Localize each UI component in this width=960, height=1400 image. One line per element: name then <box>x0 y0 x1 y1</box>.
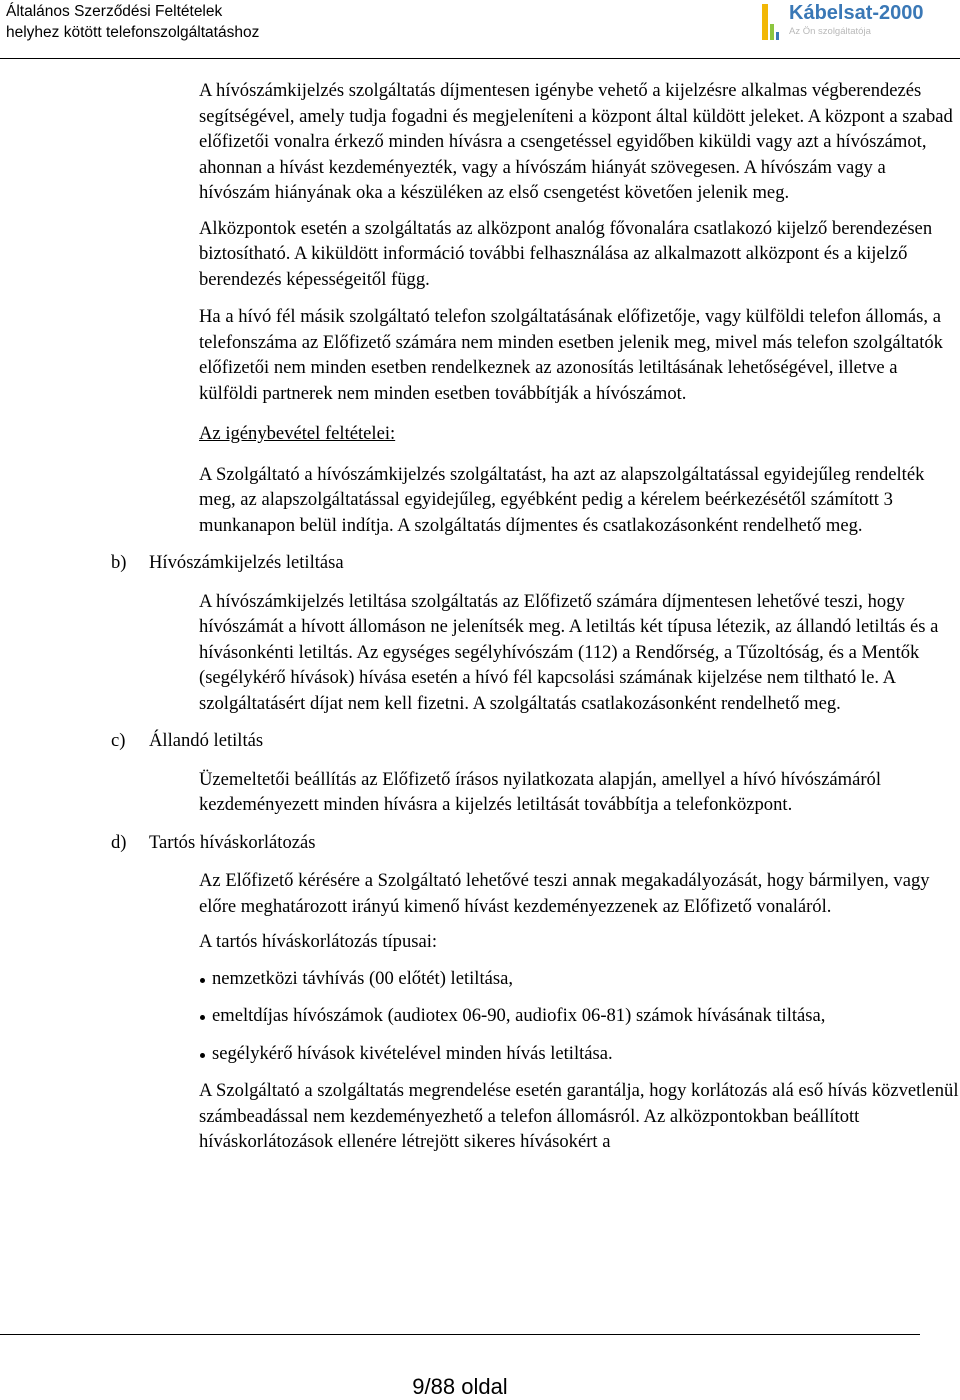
footer-divider <box>0 1334 920 1335</box>
page-number: 9/88 oldal <box>412 1374 508 1399</box>
section-b-heading <box>111 550 911 576</box>
header-divider <box>0 58 960 59</box>
paragraph-conditions: A Szolgáltató a hívószámkijelzés szolgáltatást, ha azt az alapszolgáltatással egyidejűleg rendelték meg, az alapszolgáltatással egyidejűleg, egyébként pedig a kérelem beérkezésétől számított 3 munkanapon belül indítja. A szolgáltatás díjmentes és csatlakozásonként rendelhető meg. <box>199 463 925 536</box>
paragraph-permanent-block: Üzemeltetői beállítás az Előfizető írásos nyilatkozata alapján, amellyel a hívó hívószámáról kezdeményezett minden hívásra a kijelzés letiltását továbbítja a telefonközpont. <box>199 768 882 815</box>
section-c-heading <box>111 728 911 754</box>
logo-mark-icon <box>756 2 786 42</box>
logo-bar-green <box>770 24 774 40</box>
section-d-heading <box>111 830 911 856</box>
document-body <box>0 78 960 1155</box>
logo-bar-blue <box>776 32 779 40</box>
company-logo <box>756 2 960 44</box>
paragraph-guarantee: A Szolgáltató a szolgáltatás megrendelése esetén garantálja, hogy korlátozás alá eső hívás közvetlenül számbeadással nem kezdeményezhető a telefon állomásról. Az alközpontokban beállított híváskorlátozások ellenére létrejött sikeres hívásokért a <box>199 1080 959 1152</box>
section-c-title: Állandó letiltás <box>149 730 264 751</box>
list-item: nemzetközi távhívás (00 előtét) letiltása, <box>199 966 959 992</box>
section-b-letter: b) <box>111 552 127 573</box>
section-d-title: Tartós híváskorlátozás <box>149 831 316 853</box>
document-title-line-1: Általános Szerződési Feltételek <box>6 3 223 20</box>
types-heading: A tartós híváskorlátozás típusai: <box>199 931 438 952</box>
conditions-heading-text: Az igénybevétel feltételei: <box>199 423 396 444</box>
conditions-heading <box>199 421 959 447</box>
paragraph-pbx: Alközpontok esetén a szolgáltatás az alközpont analóg fővonalára csatlakozó kijelző berendezésen biztosítható. A kiküldött információ további felhasználása az alkalmazott alközpont és a kijelző berendezés képességeitől függ. <box>199 217 933 290</box>
document-title-line-2: helyhez kötött telefonszolgáltatáshoz <box>6 24 260 41</box>
list-item: emeltdíjas hívószámok (audiotex 06-90, audiofix 06-81) számok hívásának tiltása, <box>199 1003 959 1029</box>
paragraph-other-operator: Ha a hívó fél másik szolgáltató telefon szolgáltatásának előfizetője, vagy külföldi telefon állomás, a telefonszáma az Előfizető számára nem minden esetben jelenik meg, mivel más telefon szolgáltatók előfizetői nem minden esetben rendelkeznek az azonosítás letiltásának lehetőségével, illetve a külföldi partnerek nem minden esetben továbbítják a hívószámot. <box>199 306 943 404</box>
paragraph-call-restriction: Az Előfizető kérésére a Szolgáltató lehetővé teszi annak megakadályozását, hogy bármilyen, vagy előre meghatározott irányú kimenő hívást kezdeményezzenek az Előfizető vonaláról. <box>199 870 930 917</box>
page-header <box>0 0 960 60</box>
paragraph-caller-id-intro: A hívószámkijelzés szolgáltatás díjmentesen igénybe vehető a kijelzésre alkalmas végberendezés segítségével, amely tudja fogadni és megjeleníteni a központ által küldött jeleket. A központ a szabad előfizetői vonalra érkező minden hívásra a csengetéssel egyidőben kiküldi vagy azt a hívószámot, ahonnan a hívást kezdeményezték, vagy a hívószám hiányát szövegesen. A hívószám vagy a hívószám hiányának oka a készüléken az első csengetést követően jelenik meg. <box>199 80 953 203</box>
section-b-title: Hívószámkijelzés letiltása <box>149 552 344 573</box>
logo-bar-yellow <box>762 4 768 40</box>
section-d-letter: d) <box>111 831 127 853</box>
paragraph-blocking: A hívószámkijelzés letiltása szolgáltatás az Előfizető számára díjmentesen lehetővé teszi, hogy hívószámát a hívott állomáson ne jelenítsék meg. A letiltás két típusa létezik, az állandó letiltás és a hívásonkénti letiltás. Az egységes segélyhívószám (112) a Rendőrség, a Tűzoltóság, és a Mentők (segélykérő hívások) hívása esetén a hívó fél kapcsolási számának kijelzése nem tiltható le. A szolgáltatásért díjat nem kell fizetni. A szolgáltatás csatlakozásonként rendelhető meg. <box>199 590 939 714</box>
section-c-letter: c) <box>111 730 126 751</box>
logo-wordmark: Kábelsat-2000 <box>789 2 924 24</box>
restriction-types-list <box>199 966 959 1067</box>
list-item: segélykérő hívások kivételével minden hívás letiltása. <box>199 1041 959 1067</box>
logo-tagline: Az Ön szolgáltatója <box>789 26 871 37</box>
document-title <box>6 1 259 43</box>
